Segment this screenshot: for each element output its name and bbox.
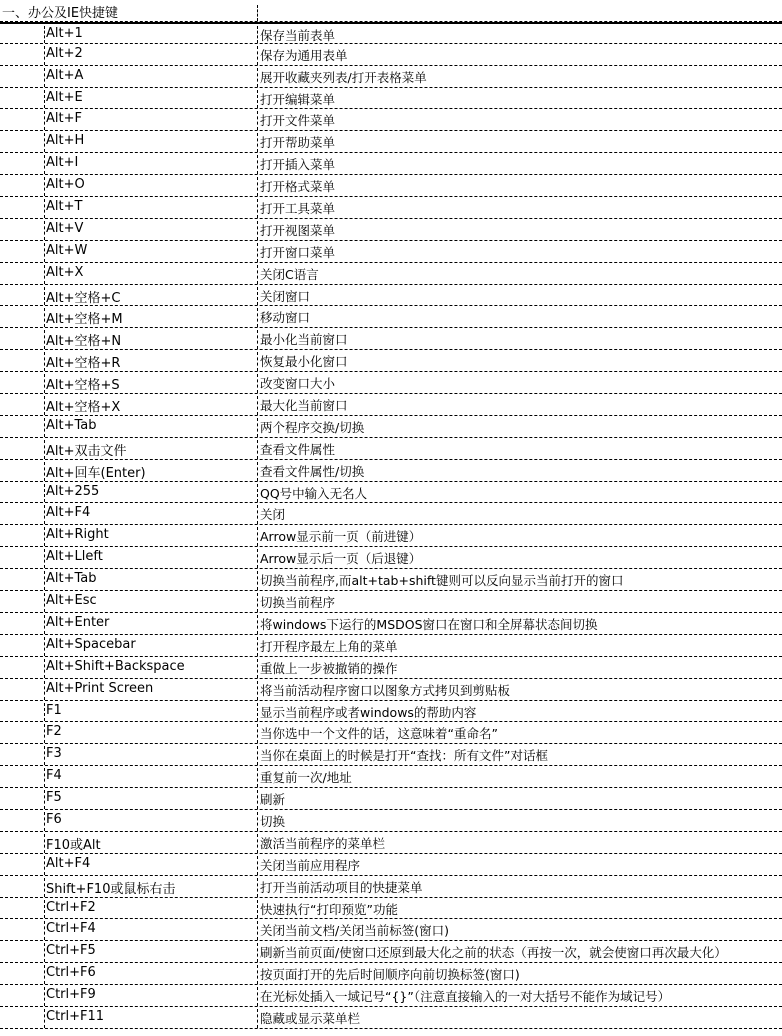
shortcut-description: 最小化当前窗口 [260, 332, 348, 348]
shortcut-description: 打开窗口菜单 [260, 244, 336, 260]
table-row [0, 350, 782, 372]
shortcut-key: Alt+Shift+Backspace [46, 658, 185, 674]
table-row [0, 657, 782, 679]
column-divider [257, 1009, 258, 1028]
column-divider [44, 111, 45, 130]
shortcut-description: 刷新 [260, 792, 286, 808]
column-divider [257, 571, 258, 590]
shortcut-description: 重复前一次/地址 [260, 770, 352, 786]
sheet-title: 一、办公及IE快捷键 [2, 6, 119, 21]
table-row [0, 525, 782, 547]
shortcut-key: Alt+空格+N [46, 334, 122, 350]
column-divider [257, 221, 258, 240]
table-row [0, 613, 782, 635]
column-divider [257, 68, 258, 87]
table-row [0, 153, 782, 175]
column-divider [257, 987, 258, 1006]
table-row [0, 898, 782, 920]
column-divider [257, 418, 258, 437]
column-divider [257, 111, 258, 130]
shortcut-key: Alt+双击文件 [46, 443, 127, 459]
table-row [0, 679, 782, 701]
column-divider [44, 505, 45, 524]
column-divider [257, 812, 258, 831]
table-row [0, 328, 782, 350]
table-row [0, 963, 782, 985]
column-divider [257, 308, 258, 327]
shortcut-key: F2 [46, 724, 62, 740]
table-row [0, 722, 782, 744]
shortcut-key: Alt+Tab [46, 417, 97, 433]
column-divider [44, 462, 45, 481]
table-row [0, 482, 782, 504]
table-row [0, 241, 782, 263]
shortcut-key: F10或Alt [46, 837, 101, 853]
shortcut-key: Alt+T [46, 199, 83, 215]
shortcut-description: 打开程序最左上角的菜单 [260, 638, 398, 654]
shortcut-key: Alt+空格+M [46, 312, 123, 328]
column-divider [257, 549, 258, 568]
column-divider [44, 199, 45, 218]
shortcut-description: 改变窗口大小 [260, 376, 336, 392]
column-divider [257, 462, 258, 481]
shortcut-key: Alt+H [46, 133, 85, 149]
table-row [0, 503, 782, 525]
table-row [0, 175, 782, 197]
shortcut-key: Alt+Tab [46, 571, 97, 587]
table-row [0, 44, 782, 66]
table-row [0, 438, 782, 460]
shortcut-description: 移动窗口 [260, 310, 311, 326]
shortcut-description: Arrow显示后一页（后退键） [260, 551, 422, 567]
column-divider [257, 703, 258, 722]
column-divider [257, 746, 258, 765]
column-divider [44, 615, 45, 634]
shortcut-key: Alt+Spacebar [46, 636, 136, 652]
column-divider [44, 549, 45, 568]
column-divider [44, 921, 45, 940]
table-row [0, 569, 782, 591]
shortcut-description: 打开格式菜单 [260, 179, 336, 195]
shortcut-description: 打开当前活动项目的快捷菜单 [260, 879, 423, 895]
column-divider [257, 484, 258, 503]
table-row [0, 701, 782, 723]
shortcut-key: Alt+2 [46, 45, 83, 61]
column-divider [44, 68, 45, 87]
shortcut-key: Alt+空格+X [46, 400, 121, 416]
column-divider [257, 90, 258, 109]
column-divider [44, 352, 45, 371]
column-divider [44, 987, 45, 1006]
table-row [0, 197, 782, 219]
shortcut-description: 最大化当前窗口 [260, 398, 348, 414]
column-divider [257, 46, 258, 65]
column-divider [44, 724, 45, 743]
table-row [0, 635, 782, 657]
column-divider [44, 308, 45, 327]
table-row [0, 416, 782, 438]
column-divider [257, 265, 258, 284]
shortcut-description: 显示当前程序或者windows的帮助内容 [260, 704, 477, 720]
shortcut-key: Alt+I [46, 155, 79, 171]
shortcut-description: 打开插入菜单 [260, 157, 336, 173]
table-row [0, 766, 782, 788]
shortcut-description: 关闭C语言 [260, 266, 319, 282]
shortcut-key: Alt+Right [46, 527, 109, 543]
column-divider [44, 396, 45, 415]
column-divider [257, 659, 258, 678]
shortcut-key: Alt+Lleft [46, 549, 103, 565]
shortcut-description: 打开帮助菜单 [260, 135, 336, 151]
column-divider [44, 243, 45, 262]
shortcut-description: 查看文件属性/切换 [260, 463, 365, 479]
column-divider [44, 440, 45, 459]
column-divider [257, 5, 258, 21]
column-divider [44, 965, 45, 984]
column-divider [44, 637, 45, 656]
column-divider [44, 330, 45, 349]
column-divider [44, 155, 45, 174]
table-row [0, 788, 782, 810]
shortcut-key: Shift+F10或鼠标右击 [46, 881, 176, 897]
column-divider [257, 26, 258, 43]
shortcut-description: 在光标处插入一域记号“{}”（注意直接输入的一对大括号不能作为域记号） [260, 989, 671, 1005]
table-row [0, 591, 782, 613]
shortcut-description: 切换当前程序,而alt+tab+shift键则可以反向显示当前打开的窗口 [260, 573, 624, 589]
shortcut-key: Alt+Esc [46, 593, 97, 609]
shortcut-key: Alt+A [46, 67, 84, 83]
column-divider [257, 790, 258, 809]
column-divider [257, 527, 258, 546]
shortcut-description: 两个程序交换/切换 [260, 419, 365, 435]
table-row [0, 394, 782, 416]
table-row [0, 88, 782, 110]
shortcut-key: F6 [46, 811, 62, 827]
shortcut-description: 当你在桌面上的时候是打开“查找：所有文件”对话框 [260, 748, 548, 764]
shortcut-key: Ctrl+F11 [46, 1008, 105, 1024]
shortcut-description: 保存为通用表单 [260, 47, 348, 63]
shortcut-key: F5 [46, 790, 62, 806]
column-divider [44, 834, 45, 853]
shortcut-key: F1 [46, 702, 62, 718]
shortcut-description: 打开文件菜单 [260, 113, 336, 129]
shortcut-description: 当你选中一个文件的话，这意味着“重命名” [260, 726, 498, 742]
column-divider [44, 90, 45, 109]
table-row [0, 109, 782, 131]
table-row [0, 832, 782, 854]
column-divider [257, 856, 258, 875]
shortcut-key: Ctrl+F6 [46, 965, 96, 981]
column-divider [44, 746, 45, 765]
shortcut-key: Alt+O [46, 177, 85, 193]
shortcut-description: 展开收藏夹列表/打开表格菜单 [260, 69, 427, 85]
column-divider [257, 440, 258, 459]
shortcut-key: Alt+V [46, 220, 84, 236]
table-row [0, 219, 782, 241]
column-divider [257, 352, 258, 371]
table-row [0, 1007, 782, 1029]
column-divider [257, 834, 258, 853]
shortcut-key: Alt+F4 [46, 505, 91, 521]
shortcut-description: 关闭当前应用程序 [260, 857, 361, 873]
column-divider [44, 593, 45, 612]
column-divider [257, 287, 258, 306]
shortcut-key: Alt+W [46, 242, 88, 258]
column-divider [44, 703, 45, 722]
table-row [0, 66, 782, 88]
shortcut-description: 切换 [260, 813, 286, 829]
column-divider [257, 199, 258, 218]
shortcut-description: 关闭窗口 [260, 288, 311, 304]
shortcut-key: Alt+Enter [46, 614, 110, 630]
table-row [0, 919, 782, 941]
column-divider [44, 287, 45, 306]
table-row [0, 985, 782, 1007]
shortcut-description: 将当前活动程序窗口以图象方式拷贝到剪贴板 [260, 682, 511, 698]
shortcut-description: QQ号中输入无名人 [260, 485, 368, 501]
column-divider [44, 133, 45, 152]
column-divider [257, 155, 258, 174]
shortcut-key: Alt+F4 [46, 855, 91, 871]
column-divider [44, 812, 45, 831]
shortcut-key: Alt+F [46, 111, 82, 127]
shortcut-description: 切换当前程序 [260, 595, 336, 611]
column-divider [44, 681, 45, 700]
column-divider [257, 330, 258, 349]
shortcut-key: Ctrl+F5 [46, 943, 96, 959]
column-divider [257, 900, 258, 919]
table-row [0, 22, 782, 44]
column-divider [44, 221, 45, 240]
column-divider [44, 418, 45, 437]
column-divider [44, 571, 45, 590]
shortcut-key: Alt+1 [46, 25, 83, 41]
column-divider [257, 133, 258, 152]
shortcut-description: Arrow显示前一页（前进键） [260, 529, 422, 545]
shortcut-description: 激活当前程序的菜单栏 [260, 835, 386, 851]
column-divider [257, 768, 258, 787]
column-divider [257, 637, 258, 656]
shortcut-description: 隐藏或显示菜单栏 [260, 1010, 361, 1026]
column-divider [257, 243, 258, 262]
column-divider [257, 724, 258, 743]
shortcut-rows [0, 22, 782, 1029]
shortcut-description: 关闭当前文档/关闭当前标签(窗口) [260, 923, 449, 939]
shortcut-description: 将windows下运行的MSDOS窗口在窗口和全屏幕状态间切换 [260, 616, 598, 632]
column-divider [257, 943, 258, 962]
column-divider [257, 505, 258, 524]
shortcut-description: 刷新当前页面/使窗口还原到最大化之前的状态（再按一次，就会使窗口再次最大化） [260, 945, 727, 961]
shortcut-description: 查看文件属性 [260, 441, 336, 457]
column-divider [44, 26, 45, 43]
shortcut-key: Ctrl+F9 [46, 987, 96, 1003]
column-divider [44, 768, 45, 787]
column-divider [257, 177, 258, 196]
shortcut-key: Alt+255 [46, 483, 100, 499]
table-row [0, 131, 782, 153]
column-divider [44, 46, 45, 65]
shortcut-key: Alt+X [46, 264, 84, 280]
table-row [0, 876, 782, 898]
column-divider [44, 177, 45, 196]
column-divider [257, 921, 258, 940]
table-row [0, 744, 782, 766]
shortcut-key: Alt+空格+C [46, 290, 121, 306]
table-row [0, 263, 782, 285]
column-divider [44, 943, 45, 962]
shortcut-description: 打开编辑菜单 [260, 91, 336, 107]
shortcut-key: Ctrl+F2 [46, 899, 96, 915]
shortcut-description: 打开工具菜单 [260, 201, 336, 217]
shortcut-description: 重做上一步被撤销的操作 [260, 660, 398, 676]
table-row [0, 941, 782, 963]
shortcut-description: 恢复最小化窗口 [260, 354, 348, 370]
sheet-title-row [0, 0, 782, 22]
table-row [0, 306, 782, 328]
column-divider [44, 1009, 45, 1028]
table-row [0, 460, 782, 482]
shortcut-key: F4 [46, 768, 62, 784]
column-divider [257, 396, 258, 415]
shortcut-key: Alt+Print Screen [46, 680, 154, 696]
column-divider [44, 527, 45, 546]
shortcut-key: Ctrl+F4 [46, 921, 96, 937]
shortcut-description: 快速执行“打印预览”功能 [260, 901, 398, 917]
shortcut-description: 按页面打开的先后时间顺序向前切换标签(窗口) [260, 967, 520, 983]
column-divider [257, 593, 258, 612]
shortcut-key: Alt+E [46, 89, 83, 105]
column-divider [44, 374, 45, 393]
shortcut-description: 关闭 [260, 507, 286, 523]
table-row [0, 547, 782, 569]
column-divider [257, 681, 258, 700]
column-divider [257, 374, 258, 393]
column-divider [44, 265, 45, 284]
column-divider [44, 790, 45, 809]
column-divider [257, 965, 258, 984]
table-row [0, 285, 782, 307]
column-divider [44, 659, 45, 678]
shortcut-key: Alt+空格+R [46, 356, 121, 372]
shortcut-key: Alt+空格+S [46, 378, 120, 394]
table-row [0, 810, 782, 832]
table-row [0, 372, 782, 394]
column-divider [44, 900, 45, 919]
column-divider [44, 856, 45, 875]
table-row [0, 854, 782, 876]
column-divider [257, 878, 258, 897]
shortcut-description: 打开视图菜单 [260, 222, 336, 238]
column-divider [44, 878, 45, 897]
column-divider [44, 484, 45, 503]
shortcut-key: Alt+回车(Enter) [46, 465, 146, 481]
shortcut-key: F3 [46, 746, 62, 762]
shortcut-description: 保存当前表单 [260, 27, 336, 43]
column-divider [257, 615, 258, 634]
